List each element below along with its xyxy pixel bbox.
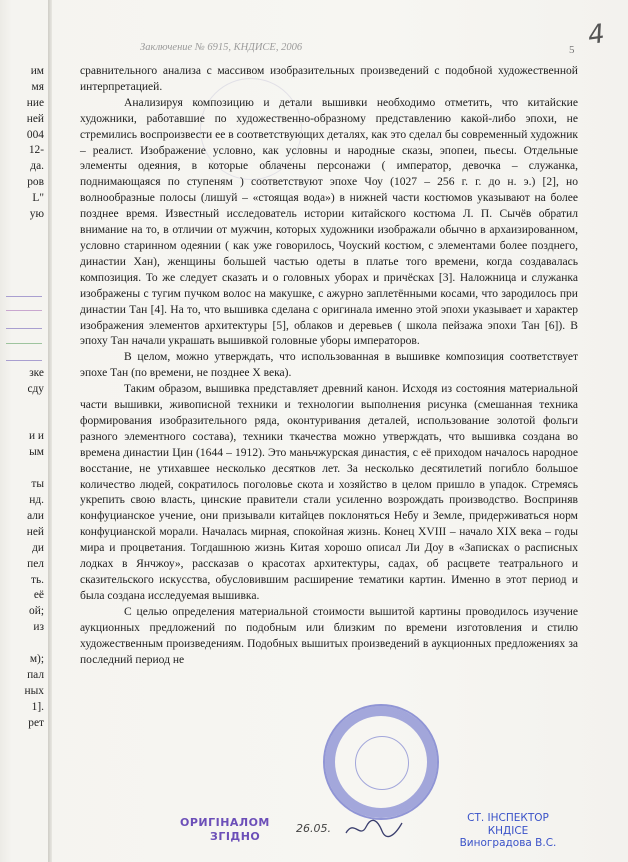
margin-fragment: им [30, 65, 44, 77]
margin-fragment [0, 255, 46, 271]
margin-fragment: её [33, 589, 44, 602]
margin-fragment: пел [27, 557, 44, 570]
page-fold-shadow [48, 0, 52, 862]
inspector-line-2: КНДІСЕ [487, 824, 529, 837]
margin-fragment: пал [27, 668, 44, 681]
previous-page-edge-text [0, 64, 46, 731]
margin-fragment: из [33, 621, 44, 634]
margin-fragment [0, 461, 46, 477]
margin-fragment: ть. [30, 573, 44, 586]
margin-fragment [0, 636, 46, 652]
copy-stamp-line-1: ОРИГІНАЛОМ [180, 816, 270, 829]
margin-fragment: рет [28, 716, 44, 729]
true-copy-stamp [180, 816, 270, 844]
handwritten-page-number: 4 [585, 18, 607, 52]
margin-fragment: ым [29, 446, 44, 459]
margin-fragment [0, 414, 46, 430]
inspector-line-1: СТ. ІНСПЕКТОР [467, 812, 549, 824]
handwritten-date: 26.05. [296, 822, 331, 835]
margin-fragment: ней [26, 525, 44, 538]
margin-fragment: 12- [28, 144, 44, 157]
margin-fragment: ров [27, 176, 44, 189]
inspector-stamp [438, 812, 578, 850]
margin-fragment [0, 398, 46, 414]
margin-line [6, 296, 42, 306]
margin-fragment: L" [32, 192, 44, 205]
margin-fragment: сду [27, 382, 44, 395]
margin-fragment: ой; [29, 605, 44, 618]
margin-fragment: ди [32, 541, 44, 554]
margin-fragment [0, 271, 46, 287]
margin-fragment: и и [28, 430, 44, 443]
page-number: 5 [569, 44, 575, 56]
margin-fragment: да. [30, 160, 44, 173]
paragraph: Анализируя композицию и детали вышивки необходимо отметить, что китайские художники, работавшие по художественно-образному представлению какой-либо эпохи, не стремились воспроизвести ее в соответствующих деталях, как это сделал бы современный художник – реалист. Изображение условно, как условны и народные сказы, эпопеи, пьесы. Отдельные элементы одеяния, в которые облачены персонажи ( император, девочка – служанка, поднимающаяся по ступеням ) соответствуют эпохе Чоу (1027 – 256 г. г. до н. э.) [2], но волнообразные полосы (лишуй – «стоящая вода») в нижней части костюмов указывают на более позднее время. Известный исследователь истории китайского костюма Л. П. Сычёв обратил внимание на то, в отличии от мужчин, которых художники изображали обычно в архаизированном, условно старинном одеянии ( как уже говорилось, Чоуский костюм, с элементами более позднего, династии Хан), женщины большей частью одеты в платье того времени, когда создавалась композиция. То же следует сказать и о головных уборах и причёсках [3]. Наложница и служанка изображены с тугим пучком волос на макушке, с ажурно заплетёнными косами, что зародилось при династии Тан [4]. На то, что вышивка сделана с оригинала именно этой эпохи указывает и характер изображения элементов архитектуры [5], облаков и деревьев ( школа пейзажа эпохи Тан [6]). В эпоху Тан начали украшать вышивкой головные уборы императоров. [80, 96, 578, 348]
running-header: Заключение № 6915, КНДИСЕ, 2006 [140, 42, 303, 53]
margin-fragment: ты [31, 478, 44, 491]
margin-line [6, 343, 42, 353]
margin-fragment: мя [31, 80, 44, 93]
paragraph: сравнительного анализа с массивом изобразительных произведений с подобной художественной интерпретацией. [80, 65, 578, 93]
paragraph: Таким образом, вышивка представляет древний канон. Исходя из состояния материальной части вышивки, живописной техники и технологии выполнения рисунка (смешанная техника формирования изобразительного ряда, оконтуривания деталей, использование золотой фольги разного элементного состава), техники ткачества можно утверждать, что вышивка создана во времена династии Цин (1644 – 1912). Это маньчжурская династия, с её приходом началось народное восстание, не утихавшее несколько десятков лет. За несколько десятилетий погибло большое количество людей, сократилось поголовье скота и хозяйство в целом пришло в упадок. Стремясь укрепить свою власть, цинские правители стали усиленно возрождать производство. Восприняв конфуцианское учение, они призывали китайцев поклоняться Небу и Земле, придерживаться норм конфуцианской морали. Началась мирная, спокойная жизнь. Конец XVIII – начало XIX века – годы мира и процветания. Тогдашнюю жизнь Китая хорошо описал Ли Доу в «Записках о расписных лодках в Янчжоу», рассказав о красотах архитектуры, садах, об расцвете театрального и сказительского искусства, обусловившим расширение тематики картин. Именно в этот период и была создана исследуемая вышивка. [80, 383, 578, 602]
copy-stamp-line-2: ЗГІДНО [210, 830, 261, 843]
margin-line [6, 310, 42, 320]
handwritten-signature [344, 815, 404, 841]
document-body [80, 64, 578, 668]
margin-fragment: 1]. [31, 700, 44, 713]
margin-fragment: м); [29, 652, 44, 665]
margin-fragment: 004 [26, 128, 44, 141]
margin-fragment: ую [29, 208, 44, 221]
margin-fragment: нд. [29, 494, 44, 507]
margin-fragment: зке [29, 366, 44, 379]
margin-fragment: али [27, 509, 44, 522]
margin-fragment [0, 239, 46, 255]
margin-line [6, 360, 42, 370]
margin-line [6, 328, 42, 338]
margin-fragment: ние [26, 96, 44, 109]
official-round-seal [323, 704, 439, 820]
inspector-line-3: Виноградова В.С. [459, 837, 557, 849]
paragraph: С целью определения материальной стоимости вышитой картины проводилось изучение аукционных предложений по подобным или близким по времени изготовления и стилю художественным произведениям. Подобных вышитых произведений в аукционных предложениях за последний период не [80, 605, 578, 666]
margin-fragment: ней [26, 112, 44, 125]
paragraph: В целом, можно утверждать, что использованная в вышивке композиция соответствует эпохе Тан (по времени, не позднее Х века). [80, 351, 578, 380]
margin-fragment: ных [24, 684, 44, 697]
margin-fragment [0, 223, 46, 239]
